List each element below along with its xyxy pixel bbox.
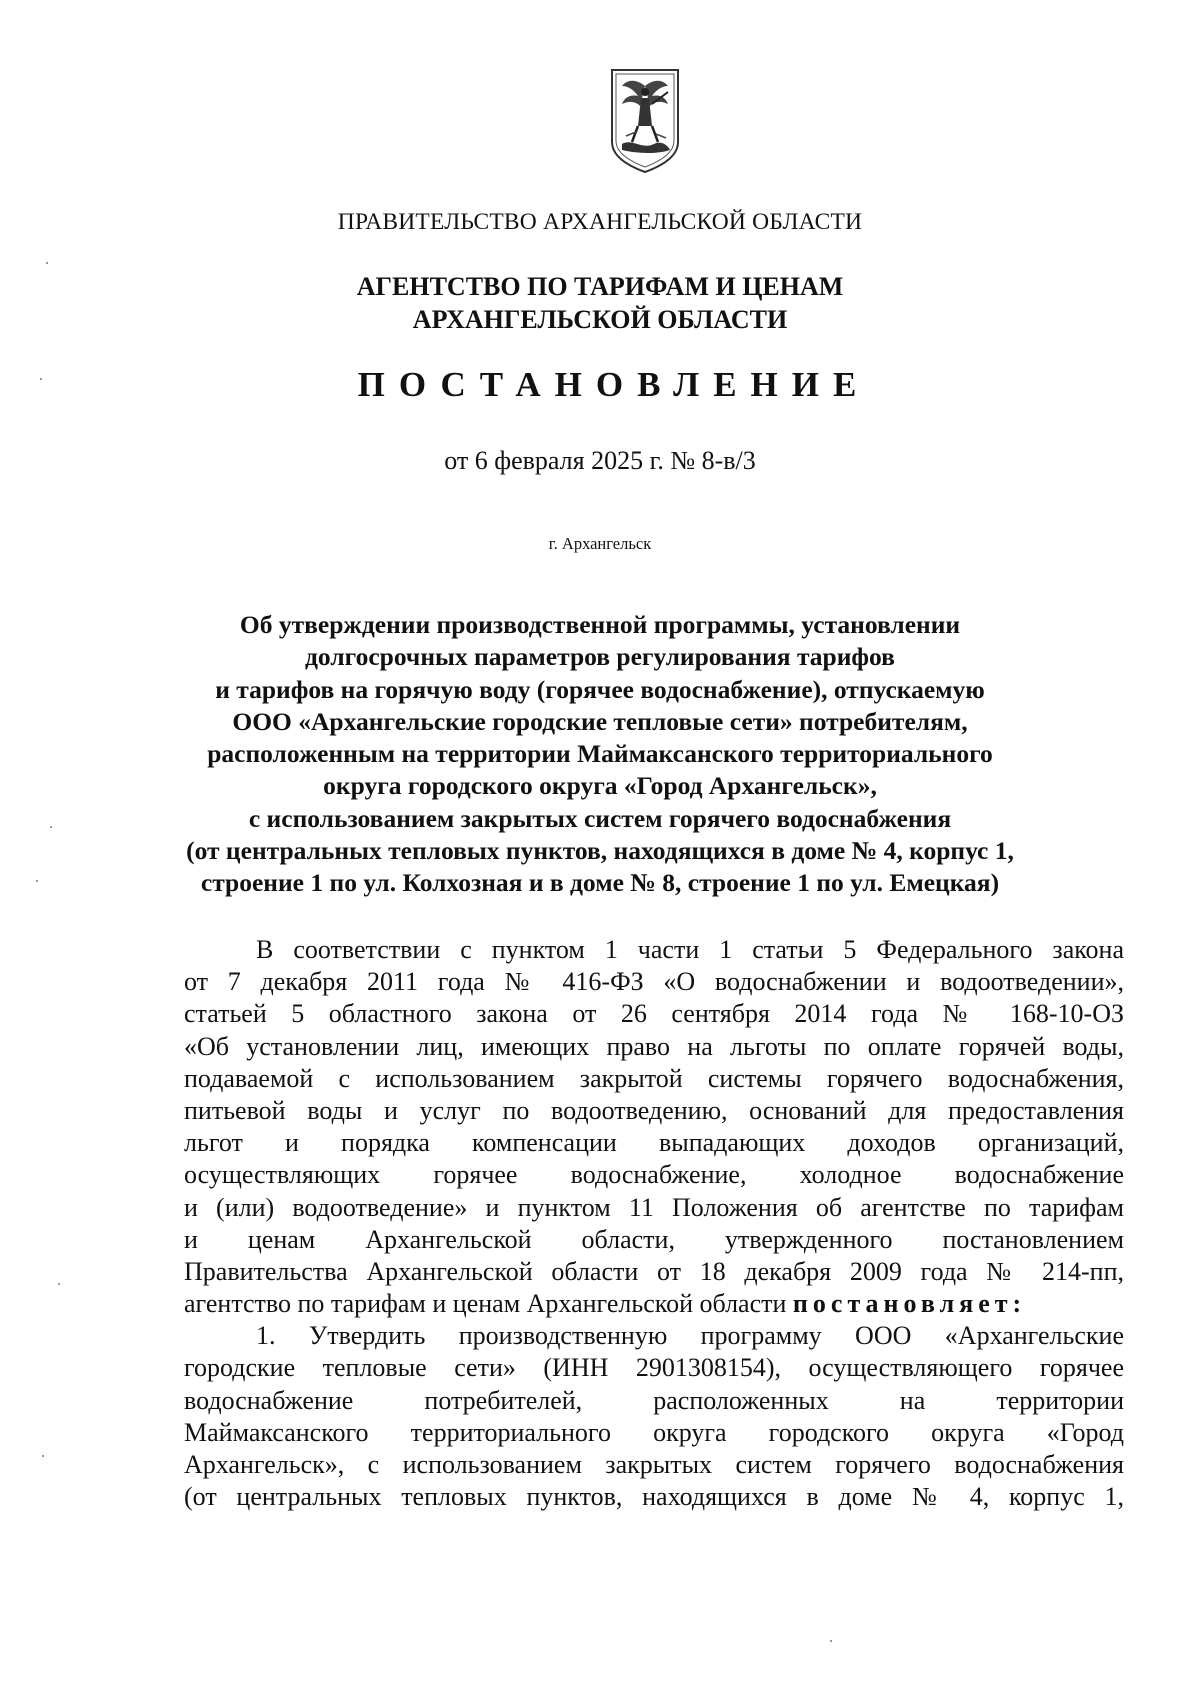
body-line: статьей 5 областного закона от 26 сентября 2014 года № 168-10-ОЗ: [184, 999, 1124, 1029]
subject-line: с использованием закрытых систем горячего водоснабжения: [248, 803, 952, 833]
body-line: питьевой воды и услуг по водоотведению, оснований для предоставления: [184, 1095, 1124, 1125]
subject-line: ООО «Архангельские городские тепловые сети» потребителям,: [232, 706, 968, 736]
preamble-closing-text: агентство по тарифам и ценам Архангельской области: [184, 1289, 787, 1319]
subject-line: строение 1 по ул. Колхозная и в доме № 8, строение 1 по ул. Емецкая): [200, 868, 1000, 898]
body-line: подаваемой с использованием закрытой системы горячего водоснабжения,: [184, 1063, 1124, 1093]
subject-line: расположенным на территории Маймаксанского территориального: [207, 739, 993, 769]
item-1-paragraph: [184, 1320, 1124, 1513]
scan-speck: [40, 378, 42, 380]
body-line: [184, 1288, 1124, 1320]
body-line: осуществляющих горячее водоснабжение, холодное водоснабжение: [184, 1160, 1124, 1190]
body-line: Маймаксанского территориального округа городского округа «Город: [184, 1417, 1124, 1447]
scan-speck: [42, 1455, 44, 1457]
body-line: и ценам Архангельской области, утвержденного постановлением: [184, 1224, 1124, 1254]
agency-name-line: АРХАНГЕЛЬСКОЙ ОБЛАСТИ: [412, 305, 788, 334]
body-line: Правительства Архангельской области от 18 декабря 2009 года № 214-пп,: [184, 1256, 1124, 1286]
body-line: «Об установлении лиц, имеющих право на льготы по оплате горячей воды,: [184, 1031, 1124, 1061]
scan-speck: [46, 262, 48, 264]
subject-line: (от центральных тепловых пунктов, находящихся в доме № 4, корпус 1,: [186, 836, 1014, 866]
body-line: (от центральных тепловых пунктов, находящихся в доме № 4, корпус 1,: [184, 1482, 1124, 1512]
subject-line: Об утверждении производственной программы, установлении: [239, 610, 961, 639]
coat-of-arms-emblem: [608, 64, 682, 174]
body-line: льгот и порядка компенсации выпадающих доходов организаций,: [184, 1128, 1124, 1158]
preamble-paragraph: [184, 934, 1124, 1320]
body-line: от 7 декабря 2011 года № 416-ФЗ «О водоснабжении и водоотведении»,: [184, 967, 1124, 997]
document-subject: [0, 609, 1200, 900]
document-body: [184, 934, 1124, 1513]
scan-speck: [830, 1640, 832, 1642]
body-line: Архангельск», с использованием закрытых систем горячего водоснабжения: [184, 1450, 1124, 1479]
document-date-number: от 6 февраля 2025 г. № 8-в/3: [444, 446, 756, 475]
scan-speck: [50, 826, 52, 828]
archangel-emblem-icon: [608, 64, 682, 174]
document-city: г. Архангельск: [548, 534, 652, 553]
scan-speck: [36, 880, 38, 882]
resolves-word: постановляет:: [792, 1289, 1027, 1319]
scan-speck: [58, 1283, 60, 1285]
subject-line: округа городского округа «Город Архангельск»,: [323, 771, 877, 801]
body-line: городские тепловые сети» (ИНН 2901308154), осуществляющего горячее: [184, 1353, 1124, 1383]
subject-line: и тарифов на горячую воду (горячее водоснабжение), отпускаемую: [215, 674, 985, 704]
document-type-title: ПОСТАНОВЛЕНИЕ: [357, 365, 871, 404]
body-line: 1. Утвердить производственную программу ООО «Архангельские: [256, 1321, 1124, 1351]
agency-name: [0, 270, 1200, 336]
government-name: ПРАВИТЕЛЬСТВО АРХАНГЕЛЬСКОЙ ОБЛАСТИ: [337, 209, 863, 235]
body-line: В соответствии с пунктом 1 части 1 статьи 5 Федерального закона: [256, 935, 1124, 964]
subject-line: долгосрочных параметров регулирования тарифов: [305, 642, 895, 672]
body-line: водоснабжение потребителей, расположенных на территории: [184, 1385, 1124, 1415]
agency-name-line: АГЕНТСТВО ПО ТАРИФАМ И ЦЕНАМ: [356, 272, 844, 301]
body-line: и (или) водоотведение» и пунктом 11 Положения об агентстве по тарифам: [184, 1192, 1124, 1222]
